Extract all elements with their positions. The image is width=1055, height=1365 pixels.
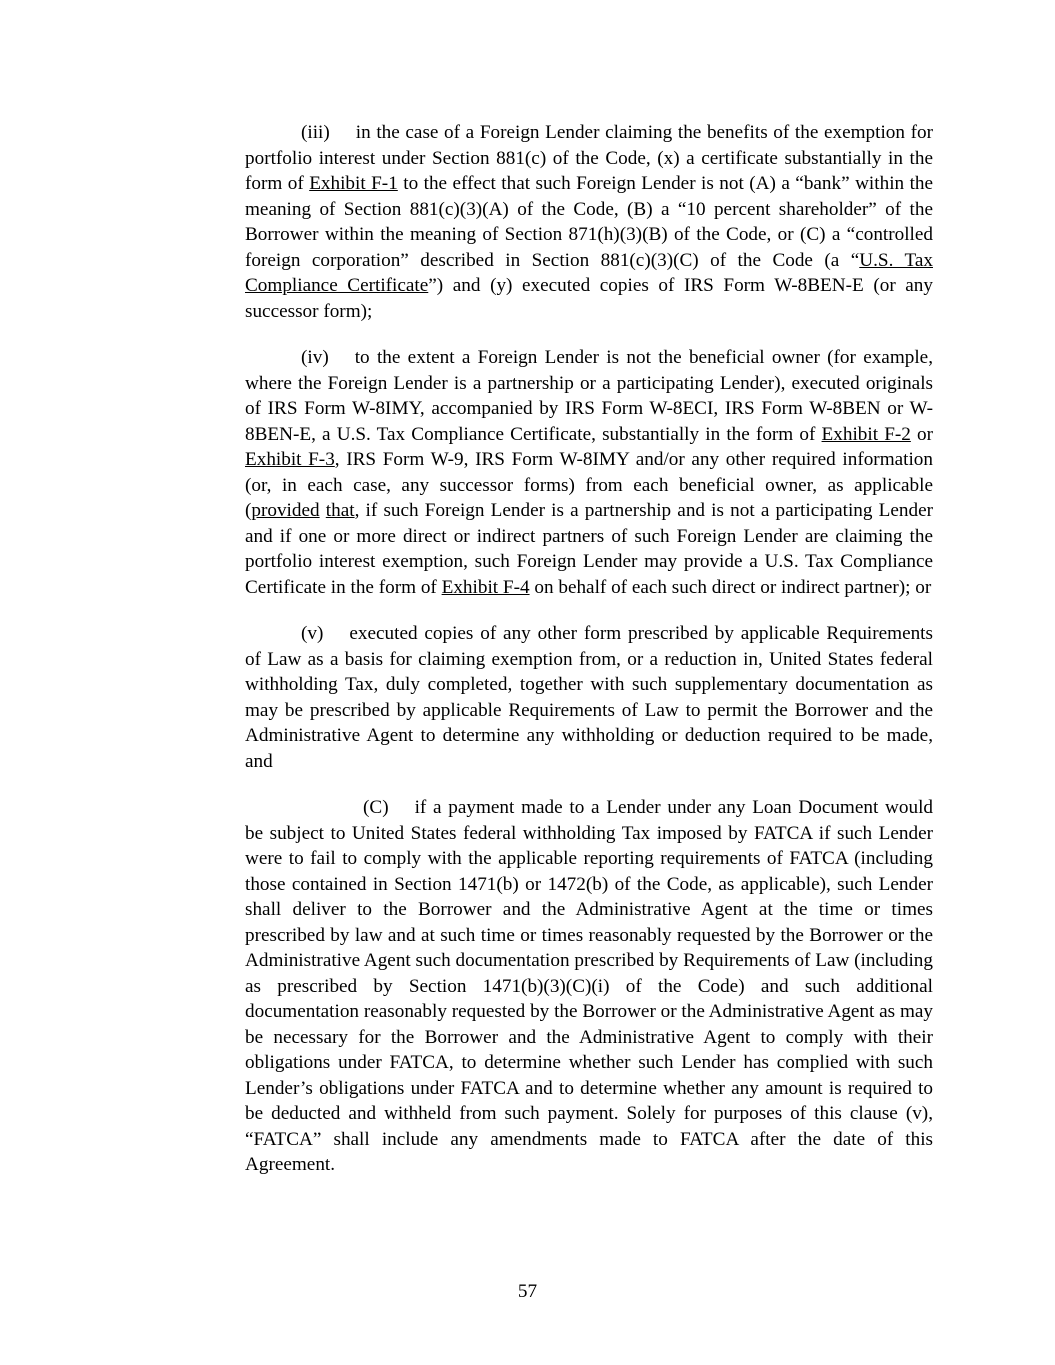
clause-marker: (iii)	[301, 122, 330, 143]
text-run: in the case of a Foreign Lender claiming the benefits of the exemption for portfolio interest under Section 881(c) of the Code, (x) a certificate substantially in the form of	[245, 122, 933, 194]
text-run: if a payment made to a Lender under any Loan Document would be subject to United States federal withholding Tax imposed by FATCA if such Lender were to fail to comply with the applicable reporting requirements of FATCA (including those contained in Section 1471(b) or 1472(b) of the Code, as applicable), such Lender shall deliver to the Borrower and the Administrative Agent at the time or times prescribed by law and at such time or times reasonably requested by the Borrower or the Administrative Agent such documentation prescribed by Requirements of Law (including as prescribed by Section 1471(b)(3)(C)(i) of the Code) and such additional documentation reasonably requested by the Borrower or the Administrative Agent as may be necessary for the Borrower and the Administrative Agent to comply with their obligations under FATCA, to determine whether such Lender has complied with such Lender’s obligations under FATCA and to determine whether any amount is required to be deducted and withheld from such payment. Solely for purposes of this clause (v), “FATCA” shall include any amendments made to FATCA after the date of this Agreement.	[245, 797, 933, 1175]
paragraph-clause-v	[245, 621, 933, 774]
clause-marker: (v)	[301, 623, 324, 644]
defined-term: Exhibit F-3	[245, 449, 335, 470]
text-run: to the effect that such Foreign Lender is not (A) a “bank” within the meaning of Section 881(c)(3)(A) of the Code, (B) a “10 percent shareholder” of the Borrower within the meaning of Section 871(h)(3)(B) of the Code, or (C) a “controlled foreign corporation” described in Section 881(c)(3)(C) of the Code (a “	[245, 173, 934, 271]
paragraph-clause-iv	[245, 345, 933, 600]
paragraph-clause-iii	[245, 120, 933, 324]
defined-term: Exhibit F-4	[441, 576, 530, 598]
text-run: ”) and (y) executed copies of IRS Form W-8BEN-E (or any successor form);	[245, 275, 933, 322]
text-run: on behalf of each such direct or indirect partner); or	[529, 576, 932, 598]
defined-term: U.S. Tax Compliance Certificate	[245, 249, 933, 296]
document-body	[245, 120, 933, 1178]
defined-term: Exhibit F-2	[821, 423, 911, 445]
clause-marker: (C)	[363, 797, 389, 818]
defined-term: provided	[251, 500, 320, 521]
text-run: to the extent a Foreign Lender is not the beneficial owner (for example, where the Foreign Lender is a partnership or a participating Lender), executed originals of IRS Form W-8IMY, accompanied by IRS Form W-8ECI, IRS Form W-8BEN or W-8BEN-E, a U.S. Tax Compliance Certificate, substantially in the form of	[245, 347, 933, 445]
text-run: executed copies of any other form prescribed by applicable Requirements of Law as a basis for claiming exemption from, or a reduction in, United States federal withholding Tax, duly completed, together with such supplementary documentation as may be prescribed by applicable Requirements of Law to permit the Borrower and the Administrative Agent to determine any withholding or deduction required to be made, and	[245, 623, 933, 772]
defined-term: that	[325, 500, 355, 521]
paragraph-clause-C	[245, 795, 933, 1178]
page-number: 57	[517, 1281, 538, 1302]
defined-term: Exhibit F-1	[309, 173, 398, 194]
text-run: or	[910, 423, 934, 445]
clause-marker: (iv)	[301, 347, 329, 368]
text-run: , IRS Form W-9, IRS Form W-8IMY and/or any other required information (or, in each case, any successor forms) from each beneficial owner, as applicable (	[245, 449, 933, 521]
text-run: , if such Foreign Lender is a partnership and is not a participating Lender and if one or more direct or indirect partners of such Foreign Lender are claiming the portfolio interest exemption, such Foreign Lender may provide a U.S. Tax Compliance Certificate in the form of	[245, 500, 933, 598]
